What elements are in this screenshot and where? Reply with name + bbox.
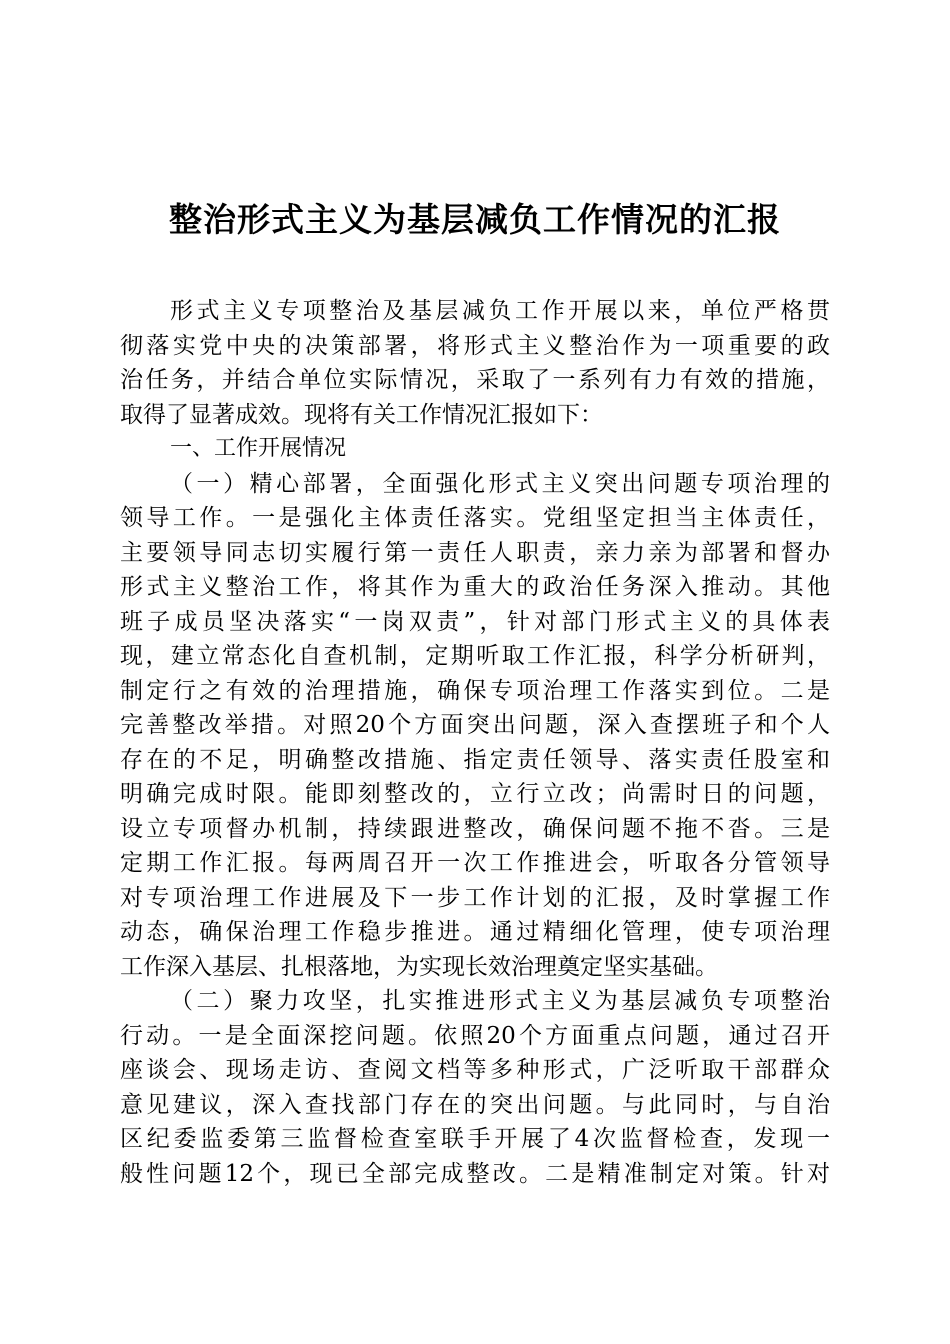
paragraph-line: 意见建议，深入查找部门存在的突出问题。与此同时，与自治 — [120, 1091, 830, 1118]
paragraph-line: 行动。一是全面深挖问题。依照20个方面重点问题，通过召开 — [120, 1022, 830, 1049]
paragraph-line: 存在的不足，明确整改措施、指定责任领导、落实责任股室和 — [120, 746, 830, 773]
paragraph-line: 制定行之有效的治理措施，确保专项治理工作落实到位。二是 — [120, 677, 830, 704]
paragraph-line: 般性问题12个，现已全部完成整改。二是精准制定对策。针对 — [120, 1160, 830, 1187]
paragraph-line: 领导工作。一是强化主体责任落实。党组坚定担当主体责任， — [120, 505, 830, 531]
paragraph-line: 明确完成时限。能即刻整改的，立行立改；尚需时日的问题， — [120, 781, 830, 807]
paragraph-line: 完善整改举措。对照20个方面突出问题，深入查摆班子和个人 — [120, 712, 830, 738]
paragraph-line: 现，建立常态化自查机制，定期听取工作汇报，科学分析研判， — [120, 643, 830, 669]
paragraph-line: 治任务，并结合单位实际情况，采取了一系列有力有效的措施， — [120, 367, 830, 393]
document-body — [120, 294, 830, 1191]
document-title: 整治形式主义为基层减负工作情况的汇报 — [169, 200, 781, 239]
paragraph-line: 区纪委监委第三监督检查室联手开展了4次监督检查，发现一 — [120, 1126, 830, 1152]
paragraph-line: 工作深入基层、扎根落地，为实现长效治理奠定坚实基础。 — [120, 953, 718, 980]
paragraph-line: 彻落实党中央的决策部署，将形式主义整治作为一项重要的政 — [120, 332, 830, 359]
paragraph-line: （二）聚力攻坚，扎实推进形式主义为基层减负专项整治 — [170, 988, 830, 1014]
paragraph-line: 形式主义整治工作，将其作为重大的政治任务深入推动。其他 — [120, 574, 830, 600]
paragraph-line: 主要领导同志切实履行第一责任人职责，亲力亲为部署和督办 — [120, 539, 830, 566]
paragraph-line: 设立专项督办机制，持续跟进整改，确保问题不拖不沓。三是 — [120, 815, 830, 842]
paragraph-line: 取得了显著成效。现将有关工作情况汇报如下： — [120, 401, 603, 428]
paragraph-line: 对专项治理工作进展及下一步工作计划的汇报，及时掌握工作 — [120, 884, 830, 911]
paragraph-line: 动态，确保治理工作稳步推进。通过精细化管理，使专项治理 — [120, 919, 830, 945]
paragraph-line: 座谈会、现场走访、查阅文档等多种形式，广泛听取干部群众 — [120, 1057, 830, 1083]
paragraph-line: （一）精心部署，全面强化形式主义突出问题专项治理的 — [170, 470, 830, 497]
paragraph-line: 定期工作汇报。每两周召开一次工作推进会，听取各分管领导 — [120, 850, 830, 876]
paragraph-line: 班子成员坚决落实“一岗双责”，针对部门形式主义的具体表 — [120, 608, 830, 635]
paragraph-line: 形式主义专项整治及基层减负工作开展以来，单位严格贯 — [170, 298, 830, 324]
section-heading: 一、工作开展情况 — [170, 436, 347, 461]
